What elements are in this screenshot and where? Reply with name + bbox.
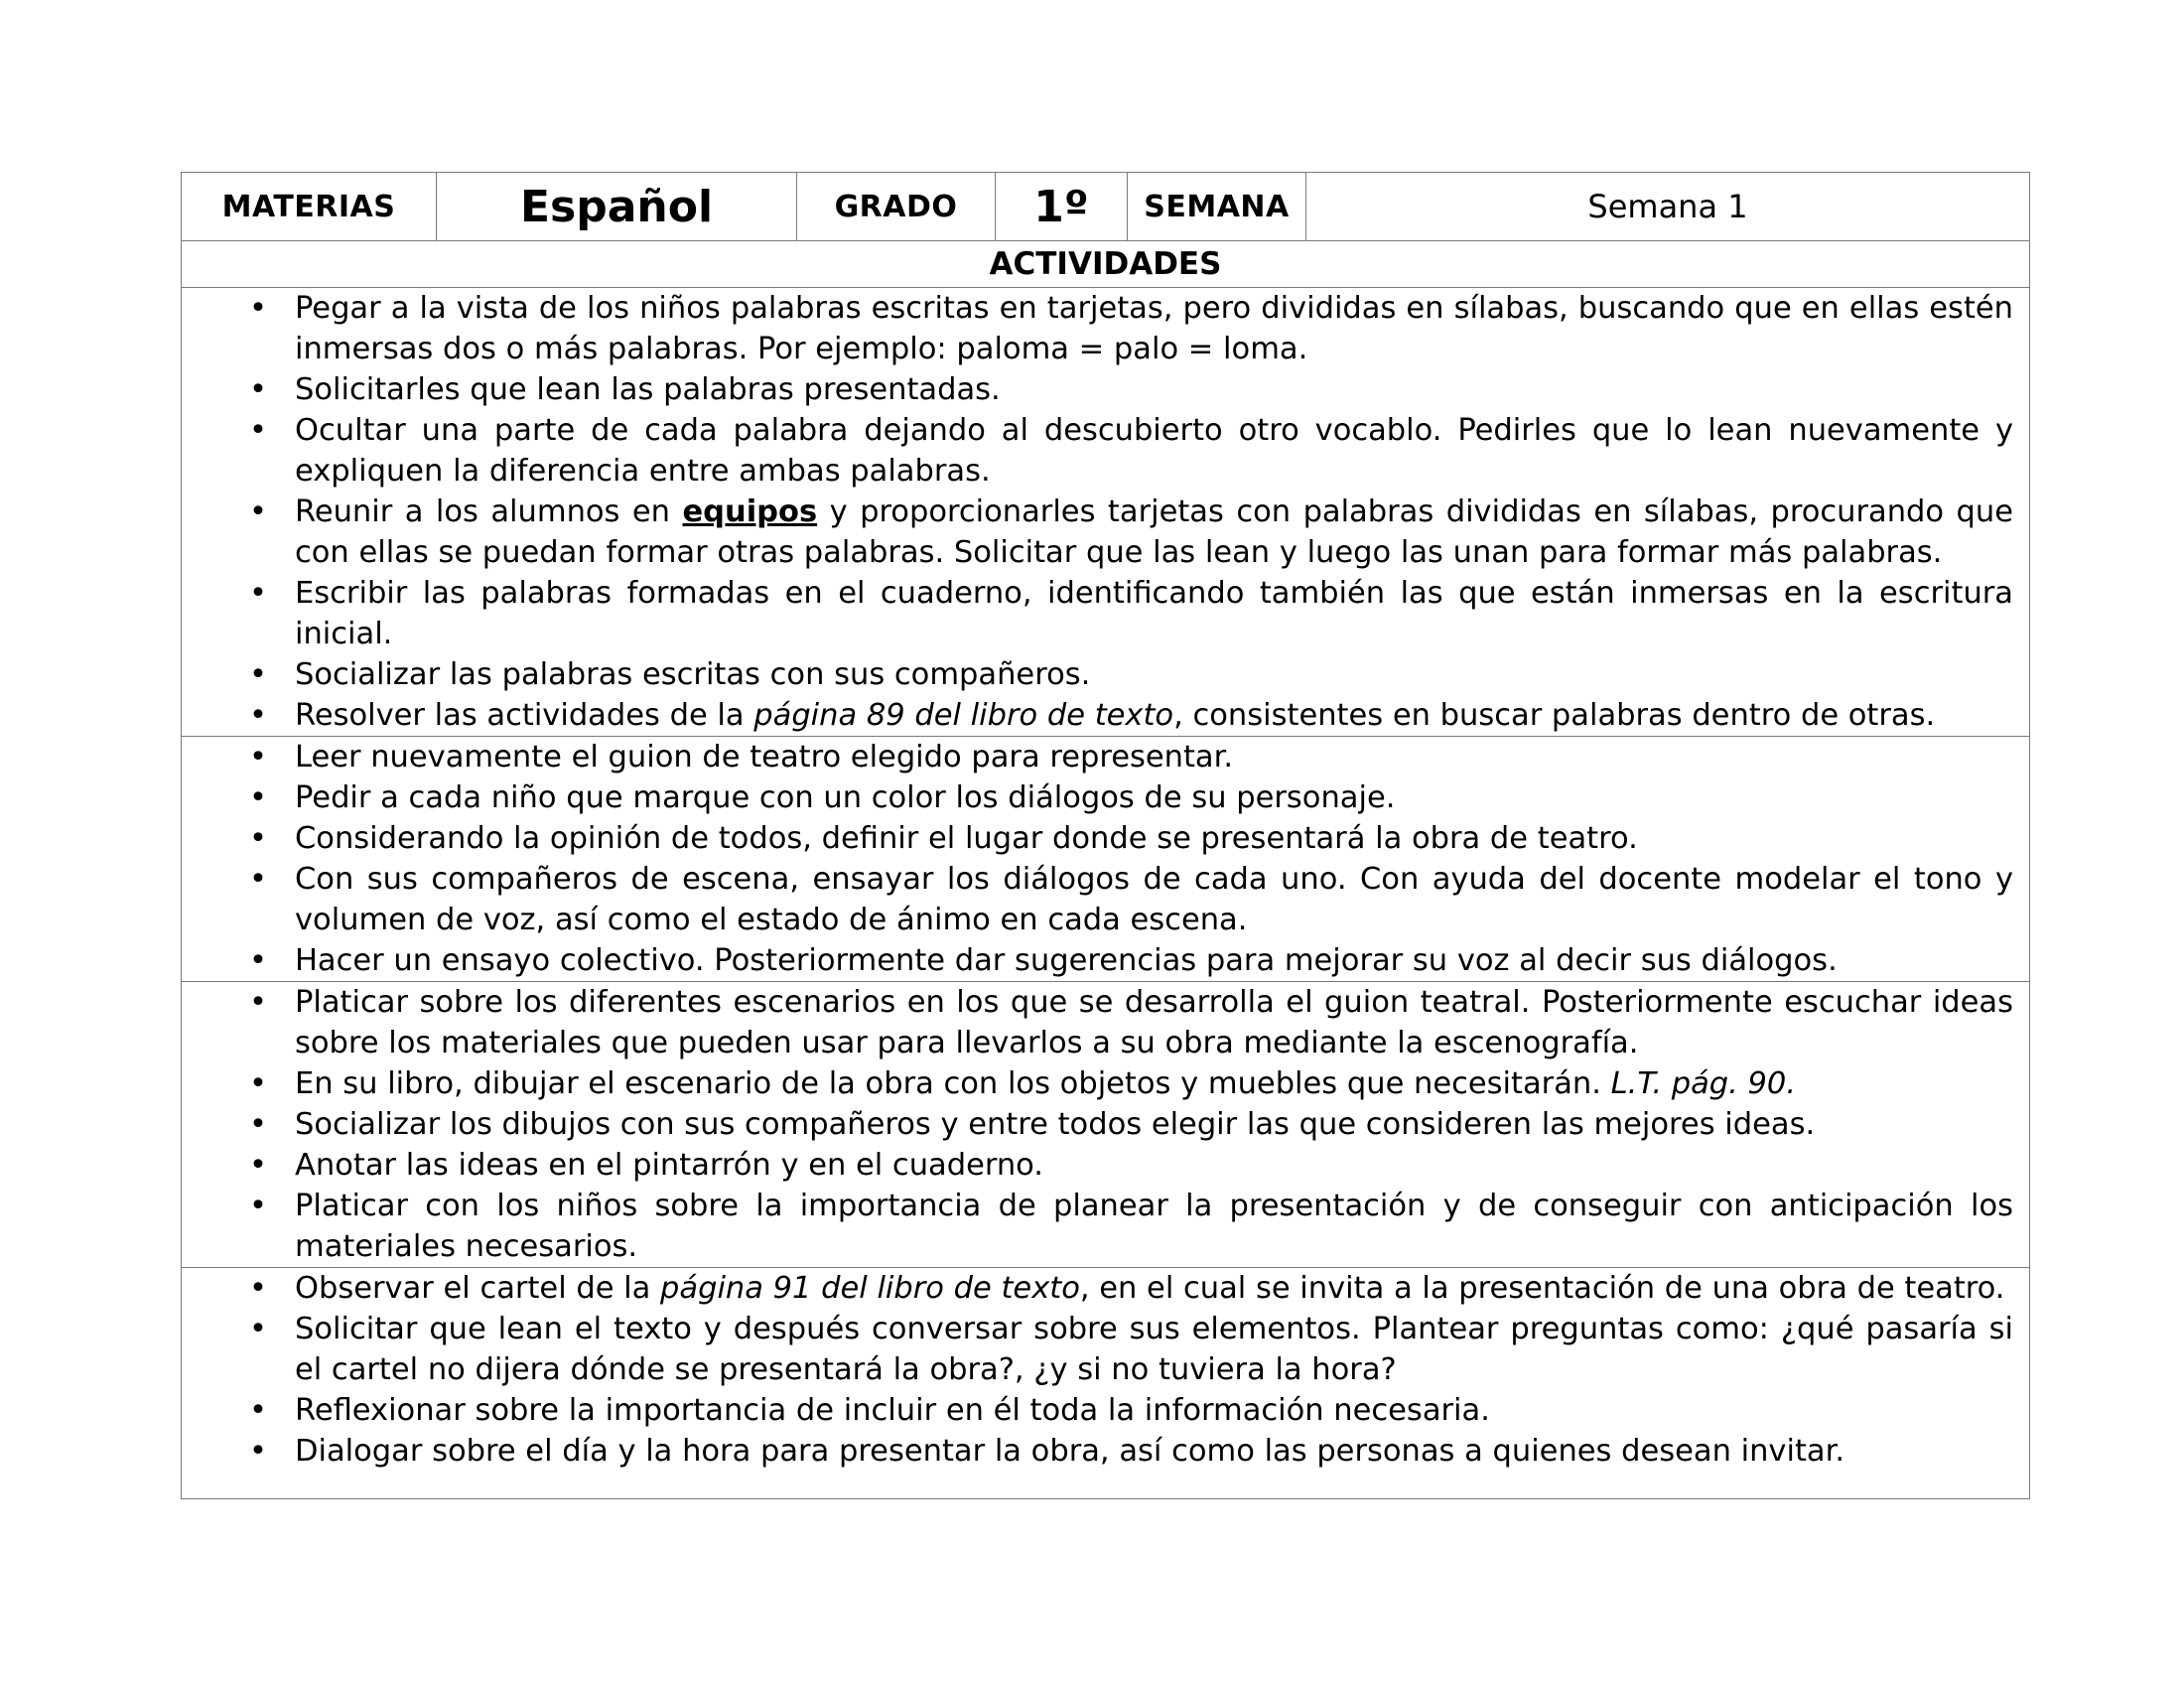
activity-item: [295, 695, 2013, 736]
textbook-reference: L.T. pág. 90.: [1610, 1066, 1797, 1101]
activity-text: Resolver las actividades de la: [295, 698, 754, 733]
semana-label: SEMANA: [1128, 173, 1306, 241]
activity-text: , en el cual se invita a la presentación de una obra de teatro.: [1079, 1271, 2005, 1306]
actividades-row: [182, 241, 2030, 288]
activity-text: y proporcionarles tarjetas con palabras divididas en sílabas, procurando que con ellas se puedan formar otras palabras. Solicitar que las lean y luego las unan para formar más palabras.: [295, 494, 2013, 570]
activity-item: • Hacer un ensayo colectivo. Posteriormente dar sugerencias para mejorar su voz al decir sus diálogos.: [295, 940, 2013, 981]
week-value: Semana 1: [1306, 173, 2030, 241]
activity-cell: [182, 982, 2030, 1268]
activity-item: • Socializar las palabras escritas con sus compañeros.: [295, 654, 2013, 695]
activity-item: • Reflexionar sobre la importancia de incluir en él toda la información necesaria.: [295, 1390, 2013, 1431]
activity-section-1: [182, 288, 2030, 737]
activity-text: En su libro, dibujar el escenario de la obra con los objetos y muebles que necesitarán.: [295, 1066, 1611, 1101]
activity-item: • Solicitarles que lean las palabras presentadas.: [295, 369, 2013, 410]
activity-item: • Pedir a cada niño que marque con un color los diálogos de su personaje.: [295, 777, 2013, 818]
activity-item: • Escribir las palabras formadas en el cuaderno, identificando también las que están inmersas en la escritura inicial.: [295, 573, 2013, 654]
materias-label: MATERIAS: [182, 173, 437, 241]
activity-item: • Ocultar una parte de cada palabra dejando al descubierto otro vocablo. Pedirles que lo lean nuevamente y expliquen la diferencia entre ambas palabras.: [295, 410, 2013, 492]
activity-list: [182, 982, 2029, 1267]
activity-list: [182, 288, 2029, 736]
activity-item: [295, 1063, 2013, 1104]
activity-item: • Solicitar que lean el texto y después conversar sobre sus elementos. Plantear preguntas como: ¿qué pasaría si el cartel no dijera dónde se presentará la obra?, ¿y si no tuviera la hora?: [295, 1309, 2013, 1390]
activity-text: Observar el cartel de la: [295, 1271, 661, 1306]
activity-item: [295, 1268, 2013, 1309]
grado-label: GRADO: [797, 173, 996, 241]
activity-item: • Considerando la opinión de todos, definir el lugar donde se presentará la obra de teatro.: [295, 818, 2013, 859]
activity-section-4: [182, 1268, 2030, 1499]
grade-value: 1º: [996, 173, 1128, 241]
activity-section-3: [182, 982, 2030, 1268]
actividades-title: ACTIVIDADES: [182, 241, 2030, 288]
activity-item: • Platicar sobre los diferentes escenarios en los que se desarrolla el guion teatral. Posteriormente escuchar ideas sobre los materiales que pueden usar para llevarlos a su obra mediante la escenografía.: [295, 982, 2013, 1063]
textbook-reference: página 89 del libro de texto: [753, 698, 1174, 733]
activity-item: • Leer nuevamente el guion de teatro elegido para representar.: [295, 737, 2013, 777]
activity-text: , consistentes en buscar palabras dentro de otras.: [1173, 698, 1936, 733]
header-row: [182, 173, 2030, 241]
textbook-reference: página 91 del libro de texto: [660, 1271, 1080, 1306]
activity-cell: [182, 288, 2030, 737]
activity-item: • Anotar las ideas en el pintarrón y en el cuaderno.: [295, 1145, 2013, 1186]
activity-item: • Platicar con los niños sobre la importancia de planear la presentación y de conseguir con anticipación los materiales necesarios.: [295, 1186, 2013, 1267]
activity-item: • Socializar los dibujos con sus compañeros y entre todos elegir las que consideren las mejores ideas.: [295, 1104, 2013, 1145]
emphasis-underlined: equipos: [682, 494, 818, 529]
activity-cell: [182, 1268, 2030, 1499]
activity-cell: [182, 737, 2030, 982]
activity-list: [182, 737, 2029, 981]
activity-item: • Con sus compañeros de escena, ensayar los diálogos de cada uno. Con ayuda del docente modelar el tono y volumen de voz, así como el estado de ánimo en cada escena.: [295, 859, 2013, 940]
subject-value: Español: [437, 173, 797, 241]
activity-section-2: [182, 737, 2030, 982]
activity-text: Reunir a los alumnos en: [295, 494, 683, 529]
activity-item: • Pegar a la vista de los niños palabras escritas en tarjetas, pero divididas en sílabas, buscando que en ellas estén inmersas dos o más palabras. Por ejemplo: paloma = palo = loma.: [295, 288, 2013, 369]
activity-item: • Dialogar sobre el día y la hora para presentar la obra, así como las personas a quienes desean invitar.: [295, 1431, 2013, 1472]
lesson-plan-table: [181, 172, 2030, 1499]
activity-list: [182, 1268, 2029, 1498]
activity-item: [295, 492, 2013, 573]
